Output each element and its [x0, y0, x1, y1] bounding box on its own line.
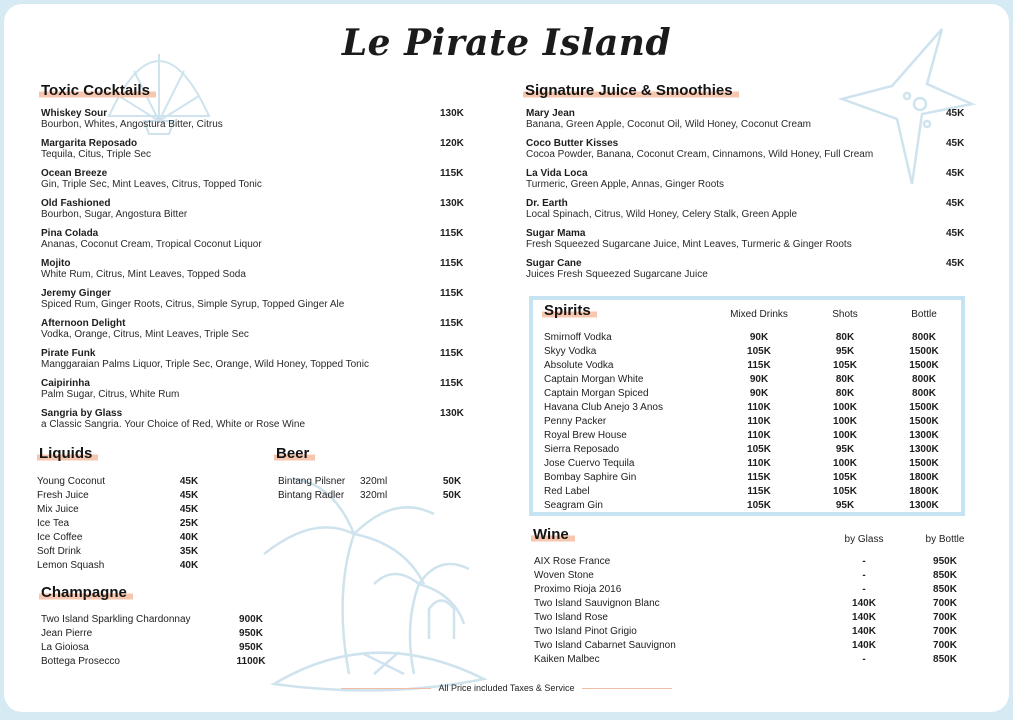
table-row — [544, 373, 936, 386]
item-price-mixed: 115K — [747, 472, 771, 483]
item-name: Ice Coffee — [37, 532, 83, 543]
list-item — [526, 138, 873, 160]
item-name: Skyy Vodka — [544, 346, 597, 357]
item-name: Dr. Earth — [526, 198, 568, 209]
table-row — [544, 499, 939, 512]
list-item — [37, 545, 199, 558]
item-price-shots: 100K — [833, 402, 857, 413]
item-description: Juices Fresh Squeezed Sugarcane Juice — [526, 269, 708, 280]
footer-divider-left — [341, 688, 431, 689]
item-name: Two Island Rose — [534, 612, 608, 623]
item-price-bottle: 700K — [933, 612, 957, 623]
item-description: White Rum, Citrus, Mint Leaves, Topped Soda — [41, 269, 246, 280]
item-price: 40K — [179, 560, 199, 571]
list-item — [37, 475, 199, 488]
item-price-mixed: 110K — [747, 430, 771, 441]
column-header-bottle: Bottle — [911, 309, 937, 320]
list-item — [278, 489, 462, 502]
item-name: Two Island Cabarnet Sauvignon — [534, 640, 676, 651]
table-row — [544, 443, 939, 456]
item-name: Mix Juice — [37, 504, 79, 515]
item-name: Absolute Vodka — [544, 360, 614, 371]
item-price: 1100K — [236, 656, 266, 667]
section-title-champagne: Champagne — [39, 584, 133, 601]
item-price: 45K — [179, 490, 199, 501]
item-price-bottle: 1300K — [909, 500, 939, 511]
item-description: Vodka, Orange, Citrus, Mint Leaves, Triple Sec — [41, 329, 249, 340]
item-price-glass: - — [862, 556, 866, 567]
item-price-bottle: 1500K — [909, 360, 939, 371]
item-name: Mary Jean — [526, 108, 575, 119]
item-name: Captain Morgan Spiced — [544, 388, 649, 399]
list-item — [41, 168, 262, 190]
item-price-shots: 105K — [833, 472, 857, 483]
item-description: Spiced Rum, Ginger Roots, Citrus, Simple Syrup, Topped Ginger Ale — [41, 299, 345, 310]
item-name: Proximo Rioja 2016 — [534, 584, 622, 595]
list-item — [278, 475, 462, 488]
item-price: 115K — [440, 378, 464, 389]
item-price-bottle: 1800K — [909, 486, 939, 497]
item-price-shots: 95K — [835, 500, 855, 511]
item-name: Pina Colada — [41, 228, 99, 239]
list-item — [41, 318, 249, 340]
list-item — [41, 258, 246, 280]
list-item — [41, 378, 179, 400]
item-price: 50K — [442, 490, 462, 501]
item-price: 45K — [946, 138, 965, 149]
table-row — [544, 401, 939, 414]
table-row — [534, 653, 957, 666]
item-price-bottle: 850K — [933, 570, 957, 581]
table-row — [534, 625, 957, 638]
item-description: Palm Sugar, Citrus, White Rum — [41, 389, 180, 400]
item-price: 115K — [440, 228, 464, 239]
item-price-shots: 80K — [835, 388, 855, 399]
section-title-liquids: Liquids — [37, 445, 98, 462]
item-name: Afternoon Delight — [41, 318, 126, 329]
item-name: Kaiken Malbec — [534, 654, 600, 665]
item-price-bottle: 850K — [933, 654, 957, 665]
item-name: Woven Stone — [534, 570, 594, 581]
item-name: Two Island Pinot Grigio — [534, 626, 637, 637]
item-name: Jose Cuervo Tequila — [544, 458, 635, 469]
item-price-bottle: 1500K — [909, 416, 939, 427]
item-price: 45K — [179, 504, 199, 515]
table-row — [534, 639, 957, 652]
item-price-mixed: 90K — [749, 374, 769, 385]
item-description: Cocoa Powder, Banana, Coconut Cream, Cinnamons, Wild Honey, Full Cream — [526, 149, 874, 160]
table-row — [544, 457, 939, 470]
item-price-bottle: 1300K — [909, 430, 939, 441]
table-row — [544, 359, 939, 372]
item-price-mixed: 110K — [747, 416, 771, 427]
column-header-by-glass: by Glass — [844, 534, 884, 545]
item-description: Turmeric, Green Apple, Annas, Ginger Roots — [526, 179, 725, 190]
item-price-shots: 95K — [835, 444, 855, 455]
table-row — [544, 331, 936, 344]
item-price: 45K — [946, 228, 965, 239]
table-row — [534, 611, 957, 624]
item-price-bottle: 1500K — [909, 346, 939, 357]
item-name: Fresh Juice — [37, 490, 89, 501]
list-item — [41, 228, 262, 250]
item-name: Jean Pierre — [41, 628, 93, 639]
item-name: Whiskey Sour — [41, 108, 108, 119]
item-price: 45K — [946, 198, 965, 209]
item-price-shots: 100K — [833, 416, 857, 427]
item-name: Sugar Cane — [526, 258, 582, 269]
item-price-bottle: 1300K — [909, 444, 939, 455]
item-price-bottle: 1800K — [909, 472, 939, 483]
item-price: 50K — [442, 476, 462, 487]
item-name: Smirnoff Vodka — [544, 332, 612, 343]
item-price: 115K — [440, 348, 464, 359]
list-item — [37, 503, 199, 516]
list-item — [37, 559, 199, 572]
item-name: Margarita Reposado — [41, 138, 138, 149]
item-name: Ocean Breeze — [41, 168, 108, 179]
footer-text: All Price included Taxes & Service — [438, 683, 575, 693]
list-item — [41, 288, 344, 310]
item-name: Two Island Sparkling Chardonnay — [41, 614, 191, 625]
item-price-shots: 105K — [833, 360, 857, 371]
item-name: Ice Tea — [37, 518, 70, 529]
table-row — [544, 345, 939, 358]
item-name: Soft Drink — [37, 546, 81, 557]
item-name: Coco Butter Kisses — [526, 138, 619, 149]
item-name: Young Coconut — [37, 476, 106, 487]
item-name: Sangria by Glass — [41, 408, 123, 419]
section-title-spirits: Spirits — [542, 302, 597, 319]
item-price: 35K — [179, 546, 199, 557]
item-price-mixed: 105K — [747, 444, 771, 455]
item-price-glass: 140K — [852, 640, 876, 651]
item-price-shots: 95K — [835, 346, 855, 357]
list-item — [41, 108, 223, 130]
item-description: Ananas, Coconut Cream, Tropical Coconut Liquor — [41, 239, 262, 250]
list-item — [526, 168, 724, 190]
footer-note — [4, 683, 1009, 693]
item-price: 950K — [239, 642, 263, 653]
restaurant-title: Le Pirate Island — [341, 22, 672, 64]
item-price: 115K — [440, 258, 464, 269]
item-name: AIX Rose France — [534, 556, 611, 567]
list-item — [41, 613, 263, 626]
item-price-bottle: 850K — [933, 584, 957, 595]
table-row — [534, 583, 957, 596]
item-price-glass: - — [862, 654, 866, 665]
column-header-mixed-drinks: Mixed Drinks — [730, 309, 788, 320]
item-name: Lemon Squash — [37, 560, 105, 571]
item-price: 130K — [440, 108, 464, 119]
table-row — [534, 569, 957, 582]
item-price: 45K — [946, 168, 965, 179]
item-price: 120K — [440, 138, 464, 149]
column-header-shots: Shots — [832, 309, 858, 320]
item-price: 45K — [946, 108, 965, 119]
section-title-beer: Beer — [274, 445, 315, 462]
item-price: 40K — [179, 532, 199, 543]
list-item — [41, 348, 369, 370]
menu-sheet — [4, 4, 1009, 712]
table-row — [544, 387, 936, 400]
item-name: Old Fashioned — [41, 198, 111, 209]
section-title-signature-juice: Signature Juice & Smoothies — [523, 82, 739, 99]
footer-divider-right — [582, 688, 672, 689]
table-row — [544, 415, 939, 428]
item-price-bottle: 800K — [912, 332, 936, 343]
table-row — [534, 597, 957, 610]
table-row — [544, 485, 939, 498]
item-price-mixed: 90K — [749, 388, 769, 399]
item-price-shots: 100K — [833, 430, 857, 441]
item-price-bottle: 800K — [912, 388, 936, 399]
item-description: Tequila, Citus, Triple Sec — [41, 149, 152, 160]
table-row — [534, 555, 957, 568]
item-description: Bourbon, Whites, Angostura Bitter, Citrus — [41, 119, 223, 130]
item-price-glass: 140K — [852, 612, 876, 623]
item-price-shots: 80K — [835, 374, 855, 385]
item-price-bottle: 700K — [933, 626, 957, 637]
item-price-mixed: 110K — [747, 458, 771, 469]
item-name: La Gioiosa — [41, 642, 89, 653]
item-name: Bintang Pilsner — [278, 476, 346, 487]
item-price: 130K — [440, 408, 464, 419]
item-price-bottle: 1500K — [909, 458, 939, 469]
item-price-shots: 80K — [835, 332, 855, 343]
item-price-glass: - — [862, 584, 866, 595]
item-name: Bottega Prosecco — [41, 656, 120, 667]
item-price: 950K — [239, 628, 263, 639]
list-item — [41, 408, 305, 430]
section-title-toxic-cocktails: Toxic Cocktails — [39, 82, 156, 99]
item-name: Caipirinha — [41, 378, 90, 389]
item-name: Havana Club Anejo 3 Anos — [544, 402, 663, 413]
item-name: Bombay Saphire Gin — [544, 472, 637, 483]
item-price-mixed: 90K — [749, 332, 769, 343]
item-price-mixed: 105K — [747, 500, 771, 511]
item-description: a Classic Sangria. Your Choice of Red, White or Rose Wine — [41, 419, 306, 430]
section-title-wine: Wine — [531, 526, 575, 543]
item-price: 25K — [179, 518, 199, 529]
item-name: Mojito — [41, 258, 71, 269]
list-item — [37, 531, 199, 544]
item-name: Bintang Radler — [278, 490, 345, 501]
item-price-bottle: 1500K — [909, 402, 939, 413]
item-price: 45K — [946, 258, 965, 269]
item-price: 115K — [440, 168, 464, 179]
item-name: Sierra Reposado — [544, 444, 620, 455]
list-item — [41, 641, 263, 654]
item-price-mixed: 115K — [747, 486, 771, 497]
item-name: Royal Brew House — [544, 430, 627, 441]
item-name: Penny Packer — [544, 416, 607, 427]
item-price-mixed: 115K — [747, 360, 771, 371]
item-price-glass: 140K — [852, 626, 876, 637]
list-item — [526, 228, 852, 250]
item-description: Manggaraian Palms Liquor, Triple Sec, Orange, Wild Honey, Topped Tonic — [41, 359, 369, 370]
item-price-mixed: 105K — [747, 346, 771, 357]
table-row — [544, 471, 939, 484]
item-description: Gin, Triple Sec, Mint Leaves, Citrus, Topped Tonic — [41, 179, 262, 190]
item-name: Sugar Mama — [526, 228, 586, 239]
palm-island-illustration — [254, 474, 494, 699]
list-item — [37, 489, 199, 502]
item-name: La Vida Loca — [526, 168, 588, 179]
item-price: 900K — [239, 614, 263, 625]
item-price-bottle: 800K — [912, 374, 936, 385]
item-price-glass: 140K — [852, 598, 876, 609]
item-price-glass: - — [862, 570, 866, 581]
item-name: Two Island Sauvignon Blanc — [534, 598, 660, 609]
column-header-by-bottle: by Bottle — [925, 534, 965, 545]
list-item — [37, 517, 199, 530]
item-price: 130K — [440, 198, 464, 209]
item-price-shots: 100K — [833, 458, 857, 469]
item-price: 115K — [440, 318, 464, 329]
table-row — [544, 429, 939, 442]
item-name: Jeremy Ginger — [41, 288, 112, 299]
item-size: 320ml — [360, 490, 388, 501]
list-item — [41, 198, 187, 220]
item-description: Fresh Squeezed Sugarcane Juice, Mint Leaves, Turmeric & Ginger Roots — [526, 239, 852, 250]
item-name: Pirate Funk — [41, 348, 96, 359]
list-item — [41, 627, 263, 640]
item-description: Local Spinach, Citrus, Wild Honey, Celery Stalk, Green Apple — [526, 209, 798, 220]
list-item — [526, 258, 708, 280]
item-name: Red Label — [544, 486, 590, 497]
list-item — [526, 198, 797, 220]
item-price-bottle: 700K — [933, 598, 957, 609]
list-item — [41, 138, 151, 160]
item-price-shots: 105K — [833, 486, 857, 497]
list-item — [526, 108, 811, 130]
item-size: 320ml — [360, 476, 388, 487]
item-description: Banana, Green Apple, Coconut Oil, Wild Honey, Coconut Cream — [526, 119, 811, 130]
item-price-bottle: 700K — [933, 640, 957, 651]
item-description: Bourbon, Sugar, Angostura Bitter — [41, 209, 188, 220]
item-price: 45K — [179, 476, 199, 487]
item-price: 115K — [440, 288, 464, 299]
item-price-bottle: 950K — [933, 556, 957, 567]
list-item — [41, 655, 266, 668]
item-price-mixed: 110K — [747, 402, 771, 413]
item-name: Seagram Gin — [544, 500, 603, 511]
item-name: Captain Morgan White — [544, 374, 644, 385]
